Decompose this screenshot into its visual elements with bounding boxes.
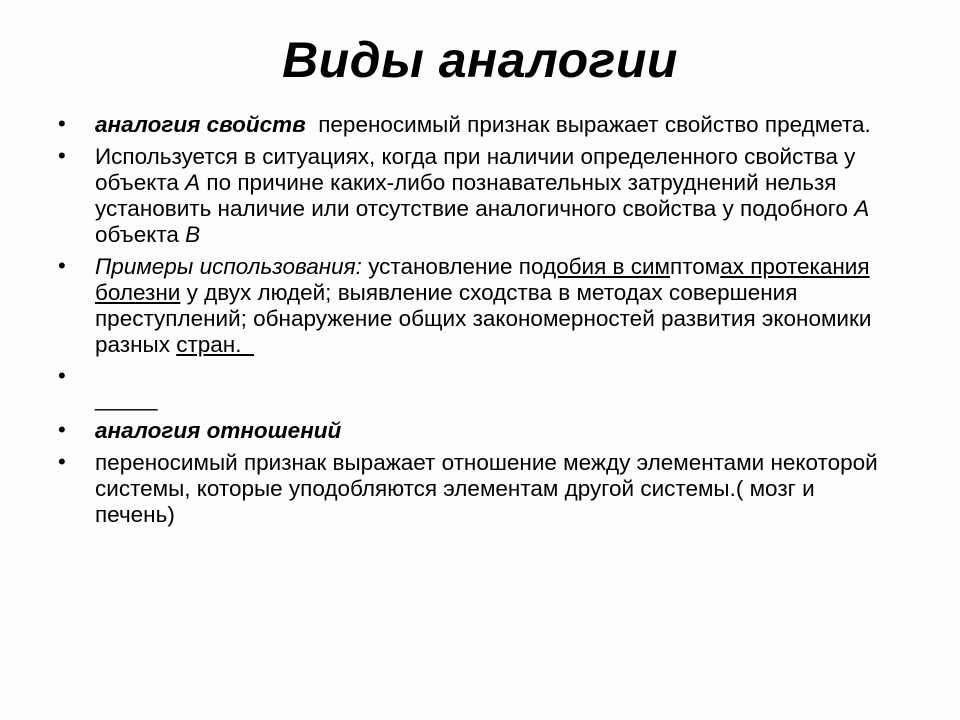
bullet-icon: •	[58, 253, 66, 278]
underlined-text: стран.	[176, 332, 254, 357]
variable-a: А	[185, 170, 201, 195]
bullet-text: _____	[95, 386, 158, 411]
bullet-item-line	[58, 386, 888, 412]
bullet-icon: •	[58, 449, 66, 474]
bullet-text: по причине каких-либо познавательных затруднений нельзя установить наличие или отсутствие аналогичного свойства у подобного	[95, 170, 855, 221]
underlined-text: ах протекания болезни	[95, 254, 870, 305]
bullet-list	[58, 112, 888, 534]
variable-a: А	[854, 196, 870, 221]
bullet-text: установление по	[361, 254, 543, 279]
bullet-item-relation-description	[58, 450, 888, 528]
bullet-text: Используется в ситуациях, когда при наличии определенного свойства у объекта	[95, 144, 856, 195]
term-property-analogy: аналогия свойств	[95, 112, 306, 137]
slide-title: Виды аналогии	[282, 32, 678, 88]
bullet-icon: •	[58, 363, 66, 388]
bullet-text: птом	[670, 254, 721, 279]
bullet-text: объекта	[95, 222, 186, 247]
underlined-text: добия в сим	[542, 254, 671, 279]
term-relation-analogy: аналогия отношений	[95, 418, 342, 443]
bullet-item-property-analogy	[58, 112, 888, 138]
bullet-text: переносимый признак выражает свойство предмета.	[305, 112, 871, 137]
bullet-icon: •	[58, 111, 66, 136]
bullet-icon: •	[58, 417, 66, 442]
variable-b: В	[185, 222, 201, 247]
examples-label: Примеры использования:	[95, 254, 362, 279]
bullet-item-usage	[58, 144, 888, 248]
bullet-item-relation-analogy	[58, 418, 888, 444]
bullet-icon: •	[58, 143, 66, 168]
bullet-text: у двух людей; выявление сходства в методах совершения преступлений; обнаружение общих закономерностей развития экономики разных	[95, 280, 872, 357]
bullet-text: переносимый признак выражает отношение между элементами некоторой системы, которые уподобляются элементам другой системы.( мозг и печень)	[95, 450, 878, 527]
bullet-item-examples	[58, 254, 888, 358]
